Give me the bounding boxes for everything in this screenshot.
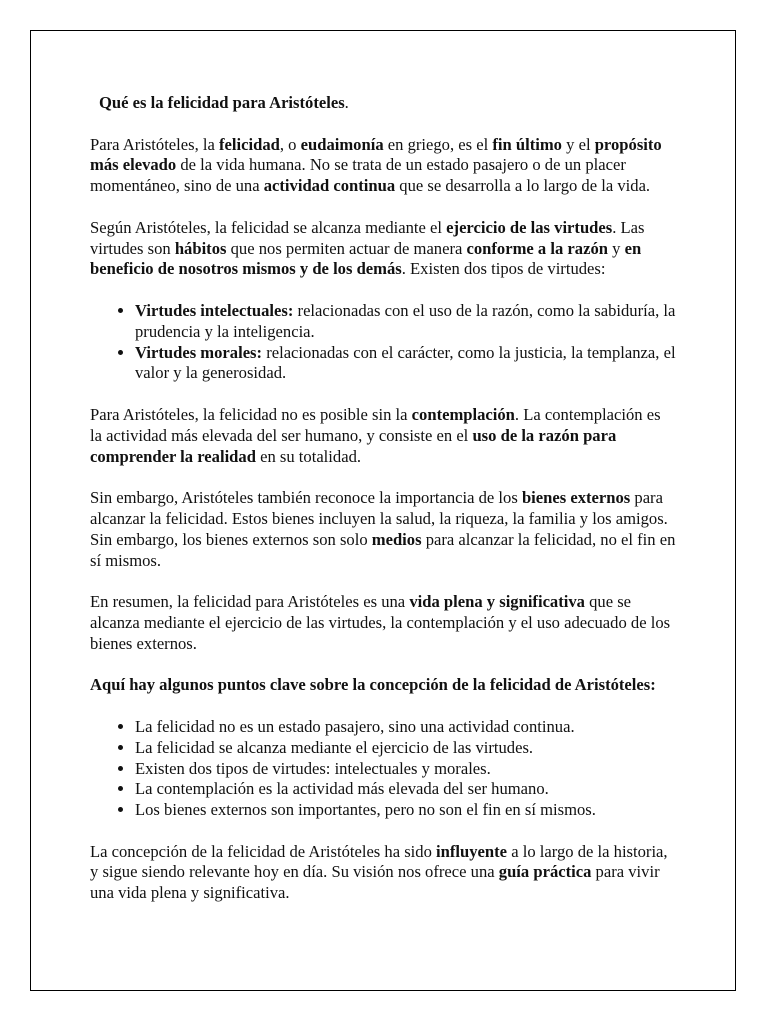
virtue-description: relacionadas con el carácter, como la justicia, la templanza, el valor y la generosidad. — [135, 342, 676, 383]
text-run: de la vida humana. No se trata de un estado pasajero o de un placer momentáneo, sino de una — [90, 155, 626, 196]
paragraph-virtues — [90, 218, 676, 280]
text-run: para alcanzar la felicidad, no el fin en sí mismos. — [90, 529, 676, 570]
virtue-label: Virtudes intelectuales: — [135, 300, 294, 320]
title-text: Qué es la felicidad para Aristóteles — [99, 93, 345, 112]
virtue-description: relacionadas con el uso de la razón, como la sabiduría, la prudencia y la inteligencia. — [135, 300, 676, 341]
bold-term: ejercicio de las virtudes — [446, 217, 613, 237]
text-run: . La contemplación es la actividad más elevada del ser humano, y consiste en el — [90, 404, 661, 445]
text-run: Para Aristóteles, la felicidad no es posible sin la — [90, 404, 412, 424]
list-item: • Existen dos tipos de virtudes: intelectuales y morales. — [135, 759, 676, 780]
text-run: La concepción de la felicidad de Aristóteles ha sido — [90, 841, 437, 861]
bold-term: propósito más elevado — [90, 134, 662, 175]
bold-term: guía práctica — [498, 862, 592, 882]
key-points-heading — [90, 675, 676, 696]
text-run: . Las virtudes son — [90, 217, 645, 258]
text-run: en griego, es el — [383, 134, 493, 154]
paragraph-summary — [90, 592, 676, 654]
bold-term: influyente — [436, 841, 508, 861]
list-item — [135, 301, 676, 343]
text-run: que nos permiten actuar de manera — [226, 238, 467, 258]
bold-term: hábitos — [174, 238, 227, 258]
document-page — [30, 30, 736, 991]
text-run: que se alcanza mediante el ejercicio de las virtudes, la contemplación y el uso adecuado de los bienes externos. — [90, 592, 671, 653]
list-item — [135, 343, 676, 385]
text-run: Según Aristóteles, la felicidad se alcanza mediante el — [90, 217, 447, 237]
list-item: • La felicidad se alcanza mediante el ejercicio de las virtudes. — [135, 738, 676, 759]
text-run: y el — [561, 134, 595, 154]
paragraph-external-goods — [90, 488, 676, 571]
paragraph-contemplation — [90, 405, 676, 467]
heading-text: Aquí hay algunos puntos clave sobre la concepción de la felicidad de Aristóteles: — [90, 675, 656, 695]
text-run: a lo largo de la historia, y sigue siendo relevante hoy en día. Su visión nos ofrece una — [90, 841, 668, 882]
text-run: , o — [279, 134, 301, 154]
document-body — [90, 93, 676, 925]
bold-term: contemplación — [411, 404, 515, 424]
key-points-list — [90, 717, 676, 821]
title-period: . — [344, 93, 349, 112]
text-run: en su totalidad. — [255, 446, 362, 466]
bold-term: conforme a la razón — [466, 238, 608, 258]
bold-term: fin último — [492, 134, 562, 154]
document-title — [90, 93, 676, 114]
list-item: • Los bienes externos son importantes, pero no son el fin en sí mismos. — [135, 800, 676, 821]
bold-term: medios — [371, 529, 422, 549]
paragraph-definition — [90, 135, 676, 197]
text-run: . Existen dos tipos de virtudes: — [401, 259, 606, 279]
bold-term: en beneficio de nosotros mismos y de los demás — [90, 238, 642, 279]
list-item: • La felicidad no es un estado pasajero, sino una actividad continua. — [135, 717, 676, 738]
text-run: En resumen, la felicidad para Aristóteles es una — [90, 592, 410, 612]
paragraph-conclusion — [90, 842, 676, 904]
text-run: para vivir una vida plena y significativa. — [90, 862, 660, 903]
text-run: para alcanzar la felicidad. Estos bienes incluyen la salud, la riqueza, la familia y los amigos. Sin embargo, los bienes externos son solo — [90, 488, 668, 549]
bold-term: uso de la razón para comprender la realidad — [90, 425, 617, 466]
bold-term: actividad continua — [263, 176, 396, 196]
bold-term: bienes externos — [521, 488, 631, 508]
bold-term: eudaimonía — [300, 134, 384, 154]
virtue-label: Virtudes morales: — [135, 342, 263, 362]
text-run: y — [607, 238, 625, 258]
bold-term: felicidad — [219, 134, 280, 154]
text-run: Para Aristóteles, la — [90, 134, 220, 154]
text-run: Sin embargo, Aristóteles también reconoce la importancia de los — [90, 488, 522, 508]
bold-term: vida plena y significativa — [409, 592, 585, 612]
text-run: que se desarrolla a lo largo de la vida. — [395, 176, 651, 196]
virtues-list — [90, 301, 676, 384]
list-item: • La contemplación es la actividad más elevada del ser humano. — [135, 779, 676, 800]
